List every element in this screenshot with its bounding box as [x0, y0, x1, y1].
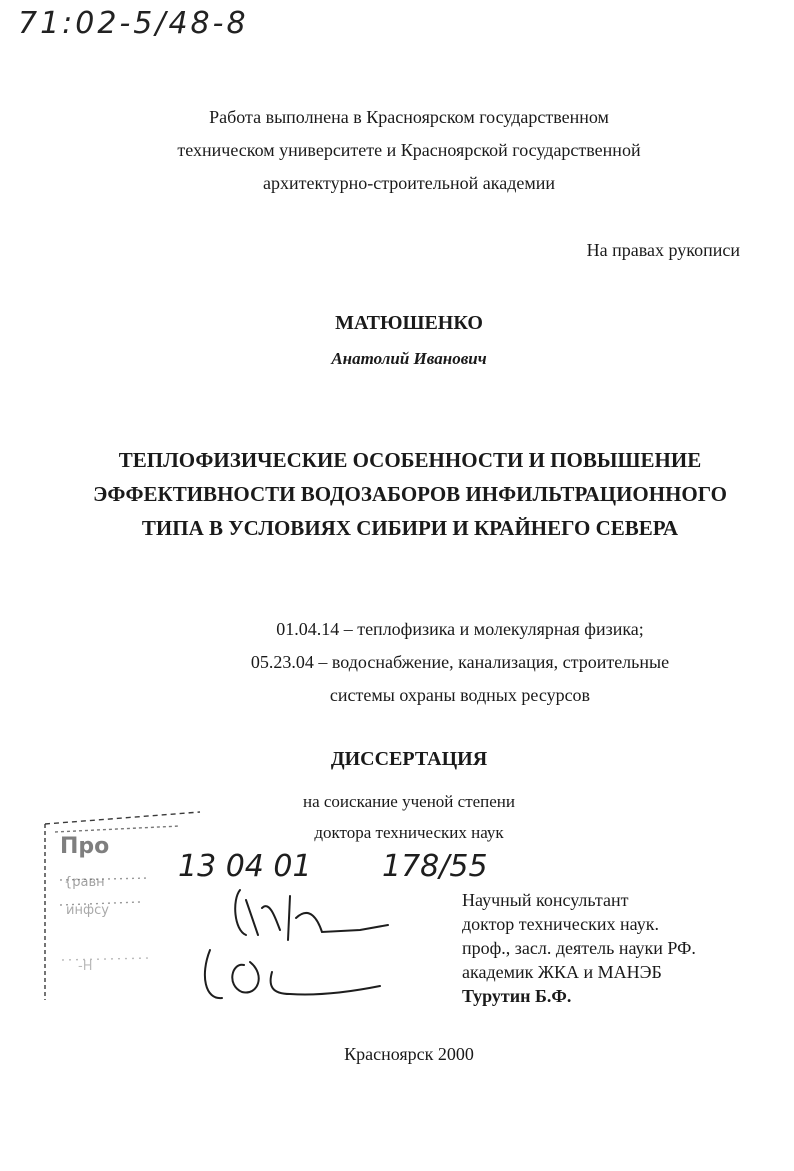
- stamp-text-faded: [60, 834, 109, 974]
- title-line: ЭФФЕКТИВНОСТИ ВОДОЗАБОРОВ ИНФИЛЬТРАЦИОННОГО: [93, 482, 727, 506]
- dissertation-title: [60, 443, 760, 545]
- svg-text:{равн: {равн: [64, 875, 105, 890]
- specialty-line: 05.23.04 – водоснабжение, канализация, строительные: [250, 652, 670, 672]
- handwritten-signatures: [205, 890, 388, 998]
- city-year: Красноярск 2000: [344, 1044, 474, 1064]
- stamp-date-note: 13 04 01: [178, 849, 312, 884]
- institution-line: техническом университете и Красноярской государственной: [177, 140, 641, 160]
- consultant-line: Научный консультант: [462, 890, 629, 910]
- manuscript-rights: На правах рукописи: [586, 240, 740, 260]
- degree-line: на соискание ученой степени: [302, 792, 516, 811]
- svg-text:Про: Про: [60, 834, 110, 859]
- title-line: ТЕПЛОФИЗИЧЕСКИЕ ОСОБЕННОСТИ И ПОВЫШЕНИЕ: [118, 448, 702, 472]
- stamp-number-note: 178/55: [382, 849, 488, 884]
- degree-block: [0, 786, 794, 848]
- institution-block: [0, 101, 794, 200]
- consultant-line: академик ЖКА и МАНЭБ: [462, 962, 662, 982]
- consultant-line: доктор технических наук.: [462, 914, 659, 934]
- stamp-handwritten-notes: [178, 849, 488, 884]
- institution-line: архитектурно-строительной академии: [262, 173, 556, 193]
- scientific-consultant: [462, 888, 696, 1008]
- dissertation-heading: ДИССЕРТАЦИЯ: [330, 748, 488, 770]
- specialty-line: 01.04.14 – теплофизика и молекулярная физика;: [276, 619, 644, 639]
- title-line: ТИПА В УСЛОВИЯХ СИБИРИ И КРАЙНЕГО СЕВЕРА: [141, 516, 679, 540]
- svg-text:-Н: -Н: [78, 959, 93, 974]
- specialty-line: системы охраны водных ресурсов: [329, 685, 591, 705]
- author-given-names: Анатолий Иванович: [331, 349, 487, 368]
- consultant-line: проф., засл. деятель науки РФ.: [462, 938, 696, 958]
- svg-text:инфсу: инфсу: [66, 903, 109, 918]
- author-surname: МАТЮШЕНКО: [335, 312, 483, 334]
- degree-line: доктора технических наук: [314, 823, 504, 842]
- archive-handwritten-code: 71:02-5/48-8: [18, 6, 249, 41]
- institution-line: Работа выполнена в Красноярском государственном: [209, 107, 609, 127]
- consultant-name: Турутин Б.Ф.: [462, 986, 572, 1006]
- specialty-block: [190, 613, 730, 712]
